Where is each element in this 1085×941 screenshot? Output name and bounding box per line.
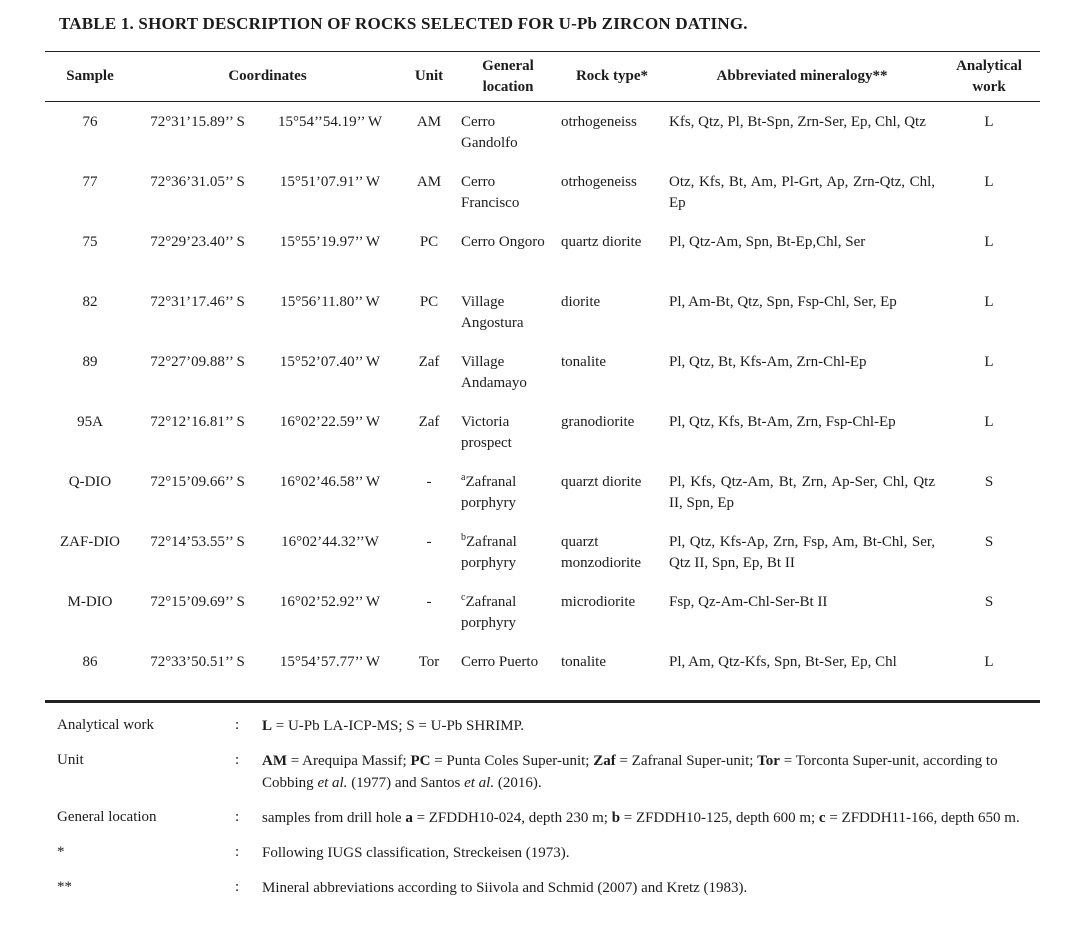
header-coordinates: Coordinates — [228, 68, 307, 84]
location-cell: Victoria prospect — [461, 413, 512, 451]
footnote-colon: : — [235, 879, 240, 895]
table-title: TABLE 1. SHORT DESCRIPTION OF ROCKS SELECTED FOR U-Pb ZIRCON DATING. — [59, 14, 748, 33]
table-row — [45, 402, 1040, 462]
analytical-work-cell: L — [984, 413, 994, 430]
footnote-text: L = U-Pb LA-ICP-MS; S = U-Pb SHRIMP. — [262, 718, 524, 734]
analytical-work-cell: L — [984, 173, 994, 190]
location-superscript: b — [461, 531, 466, 543]
analytical-work-cell: L — [984, 353, 994, 370]
sample-cell: M-DIO — [67, 593, 113, 610]
unit-cell: AM — [416, 173, 442, 190]
header-sample: Sample — [66, 68, 114, 84]
longitude-cell: 15°54’57.77’’ W — [279, 653, 381, 670]
rock-type-cell: granodiorite — [561, 413, 635, 430]
location-cell: $^c$Zafranal porphyry — [461, 591, 517, 631]
table-row — [45, 222, 1040, 282]
analytical-work-cell: S — [984, 473, 994, 490]
footnotes-section — [57, 715, 1040, 899]
analytical-work-cell: L — [984, 114, 994, 130]
rock-description-table — [45, 51, 1040, 703]
footnote-row — [57, 877, 1040, 899]
footnote-label: ** — [57, 879, 72, 895]
latitude-cell: 72°14’53.55’’ S — [150, 533, 245, 550]
unit-cell: PC — [419, 233, 439, 250]
footnote-label: * — [57, 844, 65, 860]
rock-type-cell: quarzt diorite — [561, 473, 642, 490]
mineralogy-cell: Pl, Kfs, Qtz-Am, Bt, Zrn, Ap-Ser, Chl, Qtz II, Spn, Ep — [669, 473, 935, 511]
table-row — [45, 462, 1040, 522]
longitude-cell: 15°55’19.97’’ W — [279, 233, 381, 250]
sample-cell: 89 — [82, 353, 98, 370]
footnote-colon: : — [235, 752, 240, 768]
location-cell: $^a$Zafranal porphyry — [461, 471, 517, 511]
sample-cell: 86 — [82, 653, 98, 670]
footnote-label: Analytical work — [57, 717, 155, 733]
location-superscript: c — [461, 591, 466, 603]
location-superscript: a — [461, 471, 466, 483]
footnote-row — [57, 807, 1040, 829]
sample-cell: 82 — [82, 293, 98, 310]
unit-cell: Zaf — [418, 413, 440, 430]
mineralogy-cell: Pl, Am, Qtz-Kfs, Spn, Bt-Ser, Ep, Chl — [669, 653, 897, 670]
longitude-cell: 15°52’07.40’’ W — [279, 353, 381, 370]
longitude-cell: 15°56’11.80’’ W — [280, 293, 380, 310]
table-header — [45, 52, 1040, 102]
unit-cell: AM — [416, 114, 442, 130]
footnote-text: Mineral abbreviations according to Siivola and Schmid (2007) and Kretz (1983). — [262, 880, 748, 896]
mineralogy-cell: Kfs, Qtz, Pl, Bt-Spn, Zrn-Ser, Ep, Chl, Qtz — [669, 114, 926, 130]
location-cell: Cerro Francisco — [461, 173, 520, 211]
table-row — [45, 342, 1040, 402]
footnote-text: AM = Arequipa Massif; PC = Punta Coles Super-unit; Zaf = Zafranal Super-unit; Tor = Torconta Super-unit, according to Cobbing et al. (1977) and Santos et al. (2016). — [262, 753, 998, 791]
footnote-row — [57, 750, 1040, 794]
longitude-cell: 16°02’44.32’’W — [281, 533, 379, 550]
unit-cell: - — [426, 593, 432, 610]
mineralogy-cell: Pl, Qtz, Bt, Kfs-Am, Zrn-Chl-Ep — [669, 353, 867, 370]
unit-cell: - — [426, 533, 432, 550]
table-row — [45, 522, 1040, 582]
table-row — [45, 642, 1040, 702]
location-cell: $^b$Zafranal porphyry — [461, 531, 517, 571]
table-body — [45, 102, 1040, 702]
sample-cell: ZAF-DIO — [60, 533, 120, 550]
mineralogy-cell: Pl, Am-Bt, Qtz, Spn, Fsp-Chl, Ser, Ep — [669, 293, 897, 310]
rock-type-cell: tonalite — [561, 353, 606, 370]
footnote-row — [57, 842, 1040, 864]
mineralogy-cell: Pl, Qtz-Am, Spn, Bt-Ep,Chl, Ser — [669, 233, 866, 250]
latitude-cell: 72°15’09.69’’ S — [150, 593, 245, 610]
location-cell: Cerro Gandolfo — [461, 114, 518, 151]
latitude-cell: 72°33’50.51’’ S — [150, 653, 245, 670]
footnote-colon: : — [235, 717, 240, 733]
analytical-work-cell: S — [984, 593, 994, 610]
mineralogy-cell: Pl, Qtz, Kfs-Ap, Zrn, Fsp, Am, Bt-Chl, Ser, Qtz II, Spn, Ep, Bt II — [669, 533, 935, 571]
unit-cell: Zaf — [418, 353, 440, 370]
rock-type-cell: microdiorite — [561, 593, 636, 610]
sample-cell: 75 — [82, 233, 98, 250]
longitude-cell: 16°02’46.58’’ W — [279, 473, 381, 490]
longitude-cell: 15°51’07.91’’ W — [279, 173, 381, 190]
sample-cell: Q-DIO — [68, 473, 112, 490]
location-cell: Village Angostura — [461, 293, 524, 331]
paper-page — [45, 0, 1040, 899]
location-cell: Cerro Ongoro — [461, 233, 545, 250]
rock-type-cell: tonalite — [561, 653, 606, 670]
rock-type-cell: otrhogeneiss — [561, 114, 637, 130]
sample-cell: 77 — [82, 173, 98, 190]
latitude-cell: 72°31’17.46’’ S — [150, 293, 245, 310]
header-unit: Unit — [414, 68, 444, 84]
longitude-cell: 16°02’22.59’’ W — [279, 413, 381, 430]
latitude-cell: 72°12’16.81’’ S — [150, 413, 245, 430]
analytical-work-cell: L — [984, 233, 994, 250]
longitude-cell: 16°02’52.92’’ W — [279, 593, 381, 610]
table-row — [45, 102, 1040, 162]
mineralogy-cell: Otz, Kfs, Bt, Am, Pl-Grt, Ap, Zrn-Qtz, Chl, Ep — [669, 173, 935, 211]
header-rock-type: Rock type* — [575, 68, 649, 84]
rock-type-cell: diorite — [561, 293, 601, 310]
rock-type-cell: quartz diorite — [561, 233, 642, 250]
rock-type-cell: otrhogeneiss — [561, 173, 637, 190]
location-cell: Village Andamayo — [461, 353, 527, 391]
header-abbreviated-mineralogy: Abbreviated mineralogy** — [716, 68, 888, 84]
table-row — [45, 282, 1040, 342]
unit-cell: PC — [419, 293, 439, 310]
analytical-work-cell: S — [984, 533, 994, 550]
header-analytical-work: Analytical work — [956, 57, 1022, 95]
mineralogy-cell: Pl, Qtz, Kfs, Bt-Am, Zrn, Fsp-Chl-Ep — [669, 413, 896, 430]
footnote-colon: : — [235, 809, 240, 825]
latitude-cell: 72°31’15.89’’ S — [150, 114, 245, 130]
latitude-cell: 72°15’09.66’’ S — [150, 473, 245, 490]
footnote-text: samples from drill hole a = ZFDDH10-024, depth 230 m; b = ZFDDH10-125, depth 600 m; c = ZFDDH11-166, depth 650 m. — [262, 810, 1020, 826]
table-row — [45, 582, 1040, 642]
footnote-label: Unit — [57, 752, 84, 768]
header-general-location: General location — [482, 57, 534, 95]
sample-cell: 76 — [82, 114, 98, 130]
analytical-work-cell: L — [984, 653, 994, 670]
footnote-text: Following IUGS classification, Streckeisen (1973). — [262, 845, 570, 861]
latitude-cell: 72°27’09.88’’ S — [150, 353, 245, 370]
latitude-cell: 72°29’23.40’’ S — [150, 233, 245, 250]
longitude-cell: 15°54’’54.19’’ W — [277, 114, 383, 130]
rock-type-cell: quarzt monzodiorite — [561, 533, 641, 571]
unit-cell: - — [426, 473, 432, 490]
mineralogy-cell: Fsp, Qz-Am-Chl-Ser-Bt II — [669, 593, 828, 610]
header-row — [45, 52, 1040, 102]
latitude-cell: 72°36’31.05’’ S — [150, 173, 245, 190]
table-row — [45, 162, 1040, 222]
footnote-row — [57, 715, 1040, 737]
footnote-label: General location — [57, 809, 157, 825]
unit-cell: Tor — [418, 653, 440, 670]
analytical-work-cell: L — [984, 293, 994, 310]
footnote-colon: : — [235, 844, 240, 860]
location-cell: Cerro Puerto — [461, 653, 539, 670]
sample-cell: 95A — [77, 413, 103, 430]
